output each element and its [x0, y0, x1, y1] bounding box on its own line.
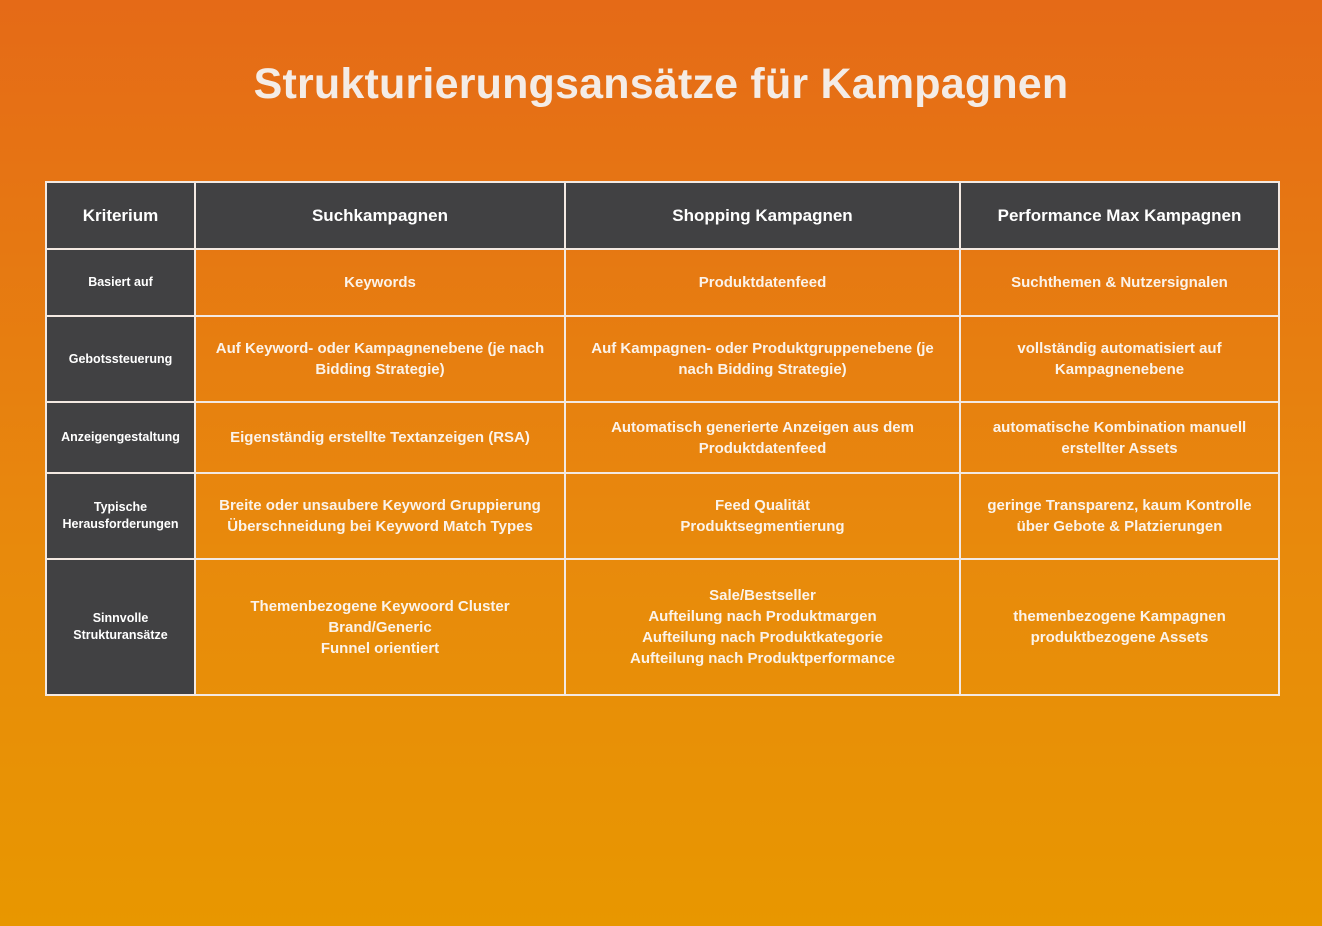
cell-line: Produktdatenfeed — [698, 274, 827, 291]
table-cell — [960, 473, 1279, 559]
page-title: Strukturierungsansätze für Kampagnen — [253, 60, 1069, 108]
cell-line: Aufteilung nach Produktperformance — [629, 650, 896, 667]
row-label-basiert-auf: Basiert auf — [46, 249, 195, 316]
cell-line: Überschneidung bei Keyword Match Types — [227, 518, 533, 535]
header-performance-max-kampagnen: Performance Max Kampagnen — [960, 182, 1279, 249]
cell-line: Auf Keyword- oder Kampagnenebene (je nach Bidding Strategie) — [215, 340, 545, 378]
cell-line: themenbezogene Kampagnen — [1013, 608, 1226, 625]
table-row — [46, 249, 1279, 316]
table-row — [46, 316, 1279, 402]
cell-line: geringe Transparenz, kaum Kontrolle über Gebote & Platzierungen — [987, 497, 1252, 535]
table-cell — [960, 249, 1279, 316]
cell-line: Keywords — [344, 274, 416, 291]
cell-line: Auf Kampagnen- oder Produktgruppenebene (je nach Bidding Strategie) — [591, 340, 934, 378]
table-cell — [195, 249, 565, 316]
cell-line: Brand/Generic — [328, 618, 432, 636]
table-cell — [565, 402, 960, 473]
table-row — [46, 402, 1279, 473]
cell-line: Feed Qualität — [714, 497, 811, 514]
table-row — [46, 473, 1279, 559]
cell-line: produktbezogene Assets — [1030, 629, 1209, 646]
table-cell — [195, 402, 565, 473]
table-header-row — [46, 182, 1279, 249]
header-kriterium: Kriterium — [46, 182, 195, 249]
row-label-anzeigengestaltung: Anzeigengestaltung — [46, 402, 195, 473]
row-label-sinnvolle-strukturansaetze: Sinnvolle Strukturansätze — [46, 559, 195, 695]
cell-line: Breite oder unsaubere Keyword Gruppierung — [219, 497, 541, 514]
table-cell — [565, 249, 960, 316]
cell-line: Aufteilung nach Produktmargen — [648, 608, 877, 625]
header-suchkampagnen: Suchkampagnen — [195, 182, 565, 249]
cell-line: vollständig automatisiert auf Kampagnenebene — [1017, 340, 1222, 378]
row-label-typische-herausforderungen: Typische Herausforderungen — [46, 473, 195, 559]
table-cell — [960, 559, 1279, 695]
cell-line: automatische Kombination manuell erstellter Assets — [992, 418, 1247, 457]
cell-line: Aufteilung nach Produktkategorie — [642, 629, 883, 646]
cell-line: Themenbezogene Keywoord Cluster — [250, 597, 510, 615]
cell-line: Automatisch generierte Anzeigen aus dem Produktdatenfeed — [611, 418, 914, 457]
table-cell — [565, 559, 960, 695]
table-cell — [195, 473, 565, 559]
cell-line: Funnel orientiert — [320, 639, 440, 657]
table-row — [46, 559, 1279, 695]
table-cell — [195, 316, 565, 402]
row-label-gebotssteuerung: Gebotssteuerung — [46, 316, 195, 402]
table-cell — [565, 316, 960, 402]
cell-line: Suchthemen & Nutzersignalen — [1011, 274, 1228, 291]
table-cell — [960, 402, 1279, 473]
cell-line: Produktsegmentierung — [680, 518, 845, 535]
table-cell — [960, 316, 1279, 402]
cell-line: Sale/Bestseller — [709, 587, 816, 604]
header-shopping-kampagnen: Shopping Kampagnen — [565, 182, 960, 249]
table-cell — [565, 473, 960, 559]
table-cell — [195, 559, 565, 695]
cell-line: Eigenständig erstellte Textanzeigen (RSA) — [230, 429, 530, 446]
comparison-table — [45, 181, 1280, 696]
